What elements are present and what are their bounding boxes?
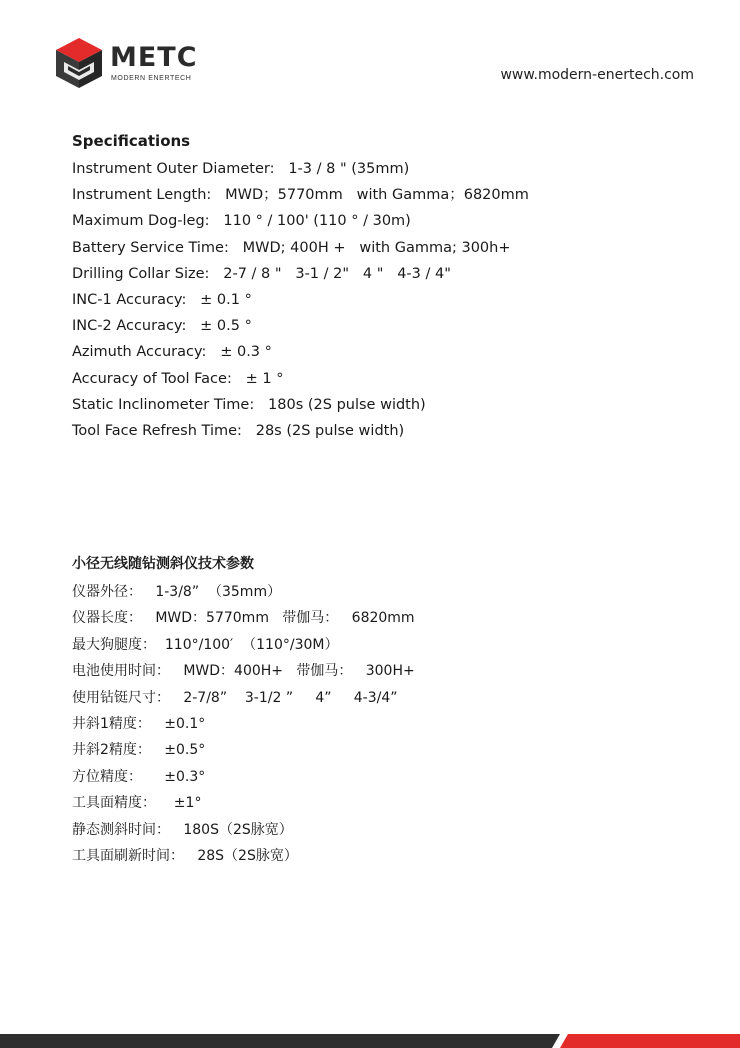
spec-item: 工具面刷新时间： 28S（2S脉宽） bbox=[72, 848, 298, 865]
spec-item: 仪器长度： MWD：5770mm 带伽马： 6820mm bbox=[72, 610, 415, 627]
page-header bbox=[0, 0, 740, 110]
spec-item: Battery Service Time: MWD; 400H + with Gamma; 300h+ bbox=[72, 239, 511, 256]
spec-item: 井斜2精度： ±0.5° bbox=[72, 742, 206, 759]
brand-subtitle: MODERN ENERTECH bbox=[111, 75, 192, 82]
specifications-en bbox=[72, 130, 529, 444]
spec-item: Static Inclinometer Time: 180s (2S pulse width) bbox=[72, 396, 426, 413]
spec-item: Accuracy of Tool Face: ± 1 ° bbox=[72, 370, 284, 387]
specifications-cn bbox=[72, 553, 415, 869]
company-logo bbox=[56, 38, 226, 90]
spec-item: 使用钻铤尺寸： 2-7/8” 3-1/2 ” 4” 4-3/4” bbox=[72, 689, 398, 706]
website-link[interactable]: www.modern-enertech.com bbox=[500, 67, 694, 83]
spec-item: 静态测斜时间： 180S（2S脉宽） bbox=[72, 821, 293, 838]
spec-item: Drilling Collar Size: 2-7 / 8 " 3-1 / 2" 4 " 4-3 / 4" bbox=[72, 265, 451, 282]
spec-item: Instrument Outer Diameter: 1-3 / 8 " (35mm) bbox=[72, 161, 410, 177]
footer-band bbox=[0, 1032, 740, 1048]
spec-item: 电池使用时间： MWD：400H+ 带伽马： 300H+ bbox=[72, 663, 415, 680]
section-title-cn: 小径无线随钻测斜仪技术参数 bbox=[72, 556, 254, 572]
spec-item: 仪器外径： 1-3/8” （35mm） bbox=[72, 584, 282, 600]
spec-item: 井斜1精度： ±0.1° bbox=[72, 716, 206, 733]
spec-list-cn bbox=[72, 579, 415, 869]
spec-item: Tool Face Refresh Time: 28s (2S pulse width) bbox=[72, 423, 405, 440]
spec-item: 工具面精度： ±1° bbox=[72, 795, 202, 812]
spec-item: Maximum Dog-leg: 110 ° / 100' (110 ° / 30m) bbox=[72, 213, 411, 230]
spec-item: Instrument Length: MWD；5770mm with Gamma；6820mm bbox=[72, 187, 529, 204]
section-title-en: Specifications bbox=[72, 132, 191, 150]
spec-item: 最大狗腿度： 110°/100′ （110°/30M） bbox=[72, 636, 339, 653]
metc-logo-icon bbox=[56, 38, 102, 88]
spec-item: Azimuth Accuracy: ± 0.3 ° bbox=[72, 344, 272, 361]
spec-item: INC-2 Accuracy: ± 0.5 ° bbox=[72, 318, 252, 335]
spec-item: 方位精度： ±0.3° bbox=[72, 768, 206, 785]
spec-list-en bbox=[72, 156, 529, 444]
spec-item: INC-1 Accuracy: ± 0.1 ° bbox=[72, 292, 252, 309]
brand-name: METC bbox=[110, 42, 198, 73]
